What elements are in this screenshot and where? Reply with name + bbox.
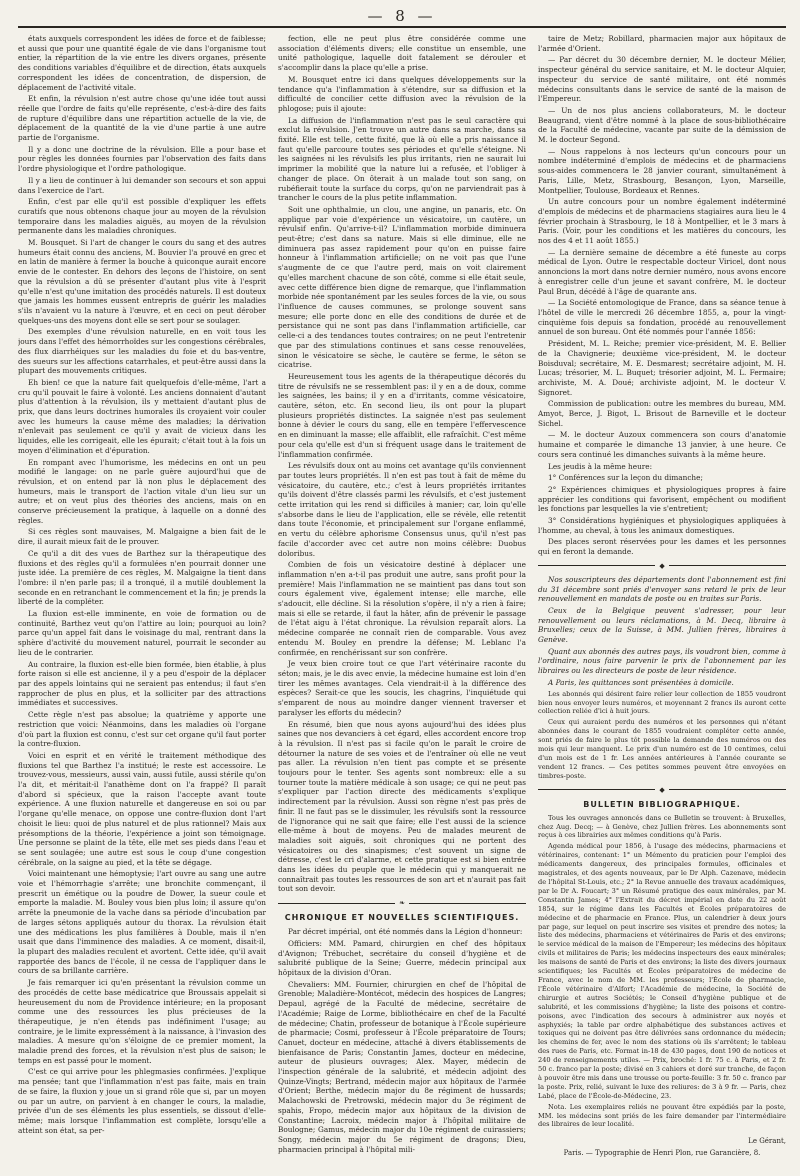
paragraph: M. Bousquet entre ici dans quelques développements sur la tendance qu'a l'inflammation à s'étendre, sur sa diffusion et la difficulté de concilier cette diffusion avec la révulsion de la phlogose; puis il ajoute: [278, 74, 526, 113]
printer-imprint: Paris. — Typographie de Henri Plon, rue Garancière, 8. [563, 1149, 761, 1158]
paragraph: Voici maintenant une hémoptysie; l'art ouvre au sang une autre voie et l'hémorrhagie s'arrête; une bronchite commençant, il prescrit un émétique ou la poudre de Dower, la sueur coule et emporte la maladie. M. Bouley vous bien plus loin; il assure qu'on arrête la pneumonie de la vache dans sa période d'incubation par de larges sétons appliqués autour du thorax. La révulsion était une des médications les plus familières à Double, mais il n'en usait que dans l'imminence des maladies. A ce moment, disait-il, la plupart des maladies reculent et avortent. Cette idée, qu'il avait rapportée des bancs de l'école, il ne cessa de l'appliquer dans le cours de sa brillante carrière. [18, 869, 266, 976]
column-2 [278, 34, 526, 1174]
paragraph: Nos souscripteurs des départements dont l'abonnement est fini du 31 décembre sont priés d'envoyer sans retard le prix de leur renouvellement en mandats de poste ou en traites sur Paris. [538, 574, 786, 604]
notice-separator: ◆ [538, 562, 786, 570]
column-1 [18, 34, 266, 1174]
section-separator [278, 899, 526, 907]
paragraph: Officiers: MM. Pamard, chirurgien en chef des hôpitaux d'Avignon; Trébuchet, secrétaire du conseil d'hygiène et de salubrité publique de la Seine; Guerre, médecin principal aux hôpitaux de la division d'Oran. [278, 938, 526, 977]
paragraph: Je fais remarquer ici qu'en présentant la révulsion comme un des procédés de cette base médicatrice que Broussais appelait si heureusement du nom de Providence intérieure; en la proposant comme une des ressources les plus précieuses de la thérapeutique, je n'en étends pas indéfiniment l'usage; au contraire, je le limite expressément à la naissance, à l'invasion des maladies. A mesure qu'on s'éloigne de ce premier moment, la maladie prend des forces, et la révulsion n'est plus de saison; le temps en est passé pour le moment. [18, 978, 266, 1065]
paragraph: Les jeudis à la même heure: [548, 461, 653, 471]
paragraph: Tous les ouvrages annoncés dans ce Bulletin se trouvent: à Bruxelles, chez Aug. Decq; — à Genève, chez Jullien frères. Les abonnements sont reçus à ces librairies aux mêmes conditions qu'à Paris. [538, 813, 786, 840]
paragraph: — La dernière semaine de décembre a été funeste au corps médical de Lyon. Outre le respectable docteur Viricel, dont nous annoncions la mort dans notre dernier numéro, nous avons encore à enregistrer celle d'un jeune et savant confrère, M. le docteur Paul Brun, décédé à l'âge de quarante ans. [538, 247, 786, 296]
paragraph: Ceux de la Belgique peuvent s'adresser, pour leur renouvellement ou leurs réclamations, à M. Decq, libraire à Bruxelles; ceux de la Suisse, à MM. Jullien frères, libraires à Genève. [538, 605, 786, 645]
paragraph: Il y a donc une doctrine de la révulsion. Elle a pour base et pour règles les données fournies par l'observation des faits dans l'ordre physiologique et l'ordre pathologique. [18, 144, 266, 174]
paragraph: — La Société entomologique de France, dans sa séance tenue à l'hôtel de ville le mercredi 26 décembre 1855, a, pour la vingt-cinquième fois depuis sa fondation, procédé au renouvellement annuel de son bureau. Ont été nommés pour l'année 1856: [538, 298, 786, 337]
paragraph: Si ces règles sont mauvaises, M. Malgaigne a bien fait de le dire, il aurait mieux fait de le prouver. [18, 527, 266, 547]
paragraph: — M. le docteur Auzoux commencera son cours d'anatomie humaine et comparée le dimanche 13 janvier, à une heure. Ce cours sera continué les dimanches suivants à la même heure. [538, 430, 786, 459]
paragraph: — Par décret du 30 décembre dernier, M. le docteur Mélier, inspecteur général du service sanitaire, et M. le docteur Alquier, inspecteur du service de santé militaire, ont été nommés médecins consultants dans le service de santé de la maison de l'Empereur. [538, 55, 786, 104]
paragraph: 2° Expériences chimiques et physiologiques propres à faire apprécier les conditions qui favorisent, empêchent ou modifient les fonctions par lesquelles la vie s'entretient; [538, 484, 786, 514]
gerant-signature: Le Gérant, [748, 1137, 786, 1146]
paragraph: En résumé, bien que nous ayons aujourd'hui des idées plus saines que nos devanciers à cet égard, elles accordent encore trop à la révulsion. Il n'est pas si facile qu'on le paraît le croire de détourner la nature de ses voies et de l'entraîner où elle ne veut pas aller. La révulsion n'en tient pas compte et se présente toujours pour le tenter. Ses agents sont nombreux: elle a su tourner toute la matière médicale à son usage; ce qui ne peut pas s'expliquer par l'action directe des médicaments s'explique indirectement par la révulsion. Aussi son règne n'est pas près de finir. Il ne faut pas se le dissimuler, les révulsifs sont la ressource de l'ignorance qui ne sait que faire; elle l'est aussi de la science elle-même à bout de moyens. Peu de malades meurent de maladies soit aiguës, soit chroniques qui ne portent des vésicatoires ou des sinapismes; c'est souvent un signe de détresse, c'est le cri d'alarme, et cette pratique est si bien entrée dans les idées du peuple que le médecin qui y manquerait ne connaîtrait pas toutes les ressources de son art et n'aurait pas fait tout son devoir. [278, 719, 526, 894]
paragraph: C'est ce qui arrive pour les phlegmasies confirmées. J'explique ma pensée; tant que l'inflammation n'est pas faite, mais en train de se faire, la fluxion y joue un si grand rôle que si, par un moyen ou par un autre, on parvient à en changer le cours, la maladie, privée d'un de ses éléments les plus essentiels, se dissout d'elle-même; mais lorsque l'inflammation est complète, lorsqu'elle a atteint son état, sa per- [18, 1067, 266, 1135]
paragraph: La diffusion de l'inflammation n'est pas le seul caractère qui exclut la révulsion. J'en trouve un autre dans sa marche, dans sa fixité. Elle est telle, cette fixité, que là où elle a pris naissance il faut qu'elle parcoure toutes ses périodes et qu'elle s'éteigne. Ni les saignées ni les révulsifs les plus irritants, rien ne saurait lui imprimer la mobilité que la nature lui a refusée, et l'obliger à changer de place. On ôterait à un malade tout son sang, on rubéfierait toute la surface du corps, qu'on ne parviendrait pas à trancher le cours de la plus petite inflammation. [278, 115, 526, 203]
columns [18, 34, 786, 1174]
paragraph: taire de Metz; Robillard, pharmacien major aux hôpitaux de l'armée d'Orient. [538, 34, 786, 53]
paragraph: Combien de fois un vésicatoire destiné à déplacer une inflammation n'en a-t-il pas produit une autre, sans profit pour la première! Mais l'inflammation ne se maintient pas dans tout son cours également vive, également intense; elle marche, elle s'adoucit, elle décline. Si la résolution s'opère, il n'y a rien à faire; mais si elle se retarde, il faut la hâter, afin de prévenir le passage de l'état aigu à l'état chronique. La révulsion reparaît alors. La médecine comparée ne connaît rien de comparable. Vous avez entendu M. Bouley en prendre la défense; M. Leblanc l'a confirmée, en renchérissant sur son confrère. [278, 560, 526, 657]
ornament: ❧ [399, 899, 405, 908]
paragraph: Ce qu'il a dit des vues de Barthez sur la thérapeutique des fluxions et des règles qu'il a formulées n'en pourrait donner une juste idée. La première de ces règles, M. Malgaigne la tient dans l'ombre: il n'en parle pas; il a tronqué, il a mutilé doublement la seconde en en retranchant le commencement et la fin; je prends la liberté de la compléter. [18, 548, 266, 607]
paragraph: — Un de nos plus anciens collaborateurs, M. le docteur Beaugrand, vient d'être nommé à la place de sous-bibliothécaire de la Faculté de médecine, vacante par suite de la démission de M. le docteur Segond. [538, 105, 786, 145]
paragraph: Chevaliers: MM. Fournier, chirurgien en chef de l'hôpital de Grenoble; Maladière-Montécot, médecin des hospices de Langres; Depaul, agrégé de la Faculté de médecine, secrétaire de l'Académie; Raige de Lorme, bibliothécaire en chef de la Faculté de médecine; Chatin, professeur de botanique à l'École supérieure de pharmacie; Cosmi, professeur à l'École préparatoire de Tours; Canuet, docteur en médecine, attaché à divers établissements de bienfaisance de Paris; Constantin James, docteur en médecine, auteur de plusieurs ouvrages; Alex. Mayer, médecin de l'inspection générale de la salubrité, et médecin adjoint des Quinze-Vingts; Bertrand, médecin major aux hôpitaux de l'armée d'Orient; Berthe, médecin major du 8e régiment de hussards; Malachowski de Pretrowski, médecin major du 3e régiment de spahis, Fropo, médecin major aux hôpitaux de la division de Constantine; Lacroix, médecin major à l'hôpital militaire de Boulogne; Gamus, médecin major du 10e régiment de cuirassiers; Songy, médecin major du 5e régiment de dragons; Dieu, pharmacien principal à l'hôpital mili- [278, 979, 526, 1154]
paragraph: Cette règle n'est pas absolue; la quatrième y apporte une restriction que voici: Néanmoins, dans les maladies où l'organe d'où part la fluxion est connu, c'est sur cet organe qu'il faut porter la contre-fluxion. [18, 710, 266, 749]
bulletin-text [538, 814, 786, 1130]
paragraph: En rompant avec l'humorisme, les médecins en ont un peu modifié le langage: on ne parle guère aujourd'hui que de révulsion, et on entend par là non plus le déplacement des humeurs, mais le transport de l'action vitale d'un lieu sur un autre; et on veut plus des théories des anciens, mais on en conserve précieusement la pratique, à laquelle on a donné des règles. [18, 457, 266, 525]
paragraph: Au contraire, la fluxion est-elle bien formée, bien établie, à plus forte raison si elle est ancienne, il y a peu d'espoir de la déplacer par des appels lointains qui ne seraient pas entendus; il faut s'en rapprocher de plus en plus, et la solliciter par des attractions immédiates et successives. [18, 659, 266, 708]
paragraph: Des places seront réservées pour les dames et les personnes qui en feront la demande. [538, 537, 786, 557]
paragraph: Commission de publication: outre les membres du bureau, MM. Amyot, Berce, J. Bigot, L. Brisout de Barneville et le docteur Sichel. [538, 399, 786, 428]
paragraph: Les révulsifs doux ont au moins cet avantage qu'ils conviennent par toutes leurs propriétés. Il n'en est pas tout à fait de même du vésicatoire, du cautère, etc.; c'est à leurs propriétés irritantes qu'ils doivent d'être classés parmi les révulsifs, et c'est justement cette irritation qui les rend si difficiles à manier; car, loin qu'elle s'absorbe dans le lieu de l'application, elle se révèle, elle retentit dans toute l'économie, et principalement sur l'organe enflammé, en vertu du célèbre aphorisme Consensus unus, qu'il n'est pas facile d'accorder avec cet autre non moins célèbre: Duobus doloribus. [278, 461, 526, 558]
column-3 [538, 34, 786, 1174]
paragraph: Par décret impérial, ont été nommés dans la Légion d'honneur: [288, 927, 523, 937]
paragraph: Quant aux abonnés des autres pays, ils voudront bien, comme à l'ordinaire, nous faire parvenir le prix de l'abonnement par les libraires ou les directeurs de poste de leur résidence. [538, 646, 786, 676]
column-3-text [538, 34, 786, 557]
paragraph: Et enfin, la révulsion n'est autre chose qu'une idée tout aussi réelle que l'ordre de faits qu'elle représente, c'est-à-dire des faits de rupture d'équilibre dans une répartition actuelle de la vie, de déplacement de la quantité de la vie d'une partie à une autre partie de l'organisme. [18, 94, 266, 143]
paragraph: Président, M. L. Reiche; premier vice-président, M. E. Bellier de la Chavignerie; deuxième vice-président, M. le docteur Boisduval; secrétaire, M. E. Desmarest; secrétaire adjoint, M. H. Lucas; trésorier, M. L. Buquet; trésorier adjoint, M. L. Fermaire; archiviste, M. A. Doué; archiviste adjoint, M. le docteur V. Signoret. [538, 339, 786, 397]
paragraph: Agenda médical pour 1856, à l'usage des médecins, pharmaciens et vétérinaires, contenant: 1° un Mémento du praticien pour l'emploi des médicaments dangereux, des principales formules, officinales et magistrales, et des agents nouveaux, par le Dr Alph. Cazenave, médecin de l'hôpital St-Louis, etc.; 2° la Revue annuelle des travaux académiques, par le Dr A. Foucart; 3° un Résumé pratique des eaux minérales, par M. Constantin James; 4° l'Extrait du décret impérial en date du 22 août 1854, sur le régime dans les Facultés et Écoles préparatoires de médecine et de pharmacie en France. Plus, un calendrier à deux jours par page, sur lequel on peut inscrire ses visites et prendre des notes; la liste des médecins, pharmaciens et vétérinaires de Paris et des environs; le service médical de la maison de l'Empereur; les médecins des hôpitaux civils et militaires de Paris; les médecins inspecteurs des eaux minérales; les maisons de santé de Paris et des environs; la liste des divers journaux scientifiques; les Facultés et Écoles préparatoires de médecine de France, avec le nom de MM. les professeurs; l'École de pharmacie, l'École vétérinaire d'Alfort; l'Académie de médecine, la Société de chirurgie et autres Sociétés; le Conseil d'hygiène publique et de salubrité, et les commissions d'hygiène; la liste des poisons et contre-poisons, avec l'indication des secours à administrer aux noyés et asphyxiés; la table par ordre alphabétique des substances actives et toxiques qui ne doivent pas être délivrées sans ordonnance du médecin; les chemins de fer, avec le nom des stations où ils s'arrêtent; le tableau des rues de Paris, etc. Format in-18 de 430 pages, dont 190 de notices et 240 de renseignements utiles. — Prix, broché: 1 fr. 75 c. à Paris, et 2 fr. 50 c. franco par la poste; divisé en 3 cahiers et doré sur tranche, de façon à pouvoir être mis dans une trousse ou porte-feuille: 3 fr. 50 c. franco par la poste. Prix, relié, suivant le luxe des reliures: de 3 à 9 fr. — Paris, chez Labé, place de l'École-de-Médecine, 23. [538, 842, 786, 1100]
bulletin-separator: ◆ [538, 786, 786, 794]
paragraph: Il y a lieu de continuer à lui demander son secours et son appui dans l'exercice de l'art. [18, 175, 266, 195]
binding-notice [538, 690, 786, 781]
paragraph: Les abonnés qui désirent faire relier leur collection de 1855 voudront bien nous envoyer leurs numéros, et moyennant 2 francs ils auront cette collection reliée d'ici à huit jours. [538, 689, 786, 716]
paragraph: Nota. Les exemplaires reliés ne pouvant être expédiés par la poste, MM. les médecins sont priés de les faire demander par l'intermédiaire des libraires de leur localité. [538, 1102, 786, 1129]
paragraph: 1° Conférences sur la leçon du dimanche; [548, 473, 703, 483]
section-title-chronique: CHRONIQUE ET NOUVELLES SCIENTIFIQUES. [284, 913, 520, 923]
column-2-text [278, 34, 526, 894]
paragraph: états auxquels correspondent les idées de force et de faiblesse; et aussi que pour une quantité égale de vie dans l'organisme tout entier, la répartition de la vie entre les divers organes, présente des conditions variables d'équilibre et de direction, états auxquels correspondent les idées de concentration, de dispersion, de déplacement de l'activité vitale. [18, 34, 266, 92]
paragraph: Ceux qui auraient perdu des numéros et les personnes qui n'étant abonnées dans le courant de 1855 voudraient compléter cette année, sont priés de faire le plus tôt possible la demande des numéros ou des mois qui leur manquent. Le prix d'un numéro est de 10 centimes, celui d'un mois est de 1 fr. Les années antérieures à l'année courante se vendent 12 francs. — Ces petites sommes peuvent être envoyées en timbres-poste. [538, 718, 786, 780]
paragraph: A Paris, les quittances sont présentées à domicile. [548, 677, 734, 687]
column-1-text [18, 34, 266, 1135]
paragraph: M. Bousquet. Si l'art de changer le cours du sang et des autres humeurs était connu des anciens, M. Bouvier l'a prouvé en grec et en latin de manière à fermer la bouche à quiconque aurait encore envie de le contester. En dehors des leçons de l'histoire, on sent que la révulsion a dû se présenter d'autant plus vite à l'esprit qu'elle n'est qu'une imitation des procédés naturels. Il est douteux que jamais les hommes eussent entrepris de guérir les maladies s'ils n'avaient vu la nature à l'œuvre, et en ceci on peut dérober quelques-uns des moyens dont elle se sert pour se soulager. [18, 238, 266, 325]
paragraph: Heureusement tous les agents de la thérapeutique décorés du titre de révulsifs ne se ressemblent pas: il y en a de doux, comme les saignées, les bains; il y en a d'irritants, comme vésicatoire, cautère, séton, etc. En second lieu, ils ont pour la plupart plusieurs propriétés distinctes. La saignée n'est pas seulement bonne à dévier le cours du sang, elle en tempère l'effervescence en en diminuant la masse; elle affaiblit, elle rafraîchit. C'est même pour cela qu'elle est d'un si fréquent usage dans le traitement de l'inflammation confirmée. [278, 371, 526, 459]
subscriber-notice [538, 575, 786, 688]
page-number: — 8 — [367, 7, 437, 25]
paragraph: La fluxion est-elle imminente, en voie de formation ou de continuité, Barthez veut qu'on l'attire au loin; pourquoi au loin? parce qu'un appel fait dans le voisinage du mal, rentrant dans la sphère d'activité du mouvement naturel, pourrait le seconder au lieu de le contrarier. [18, 609, 266, 657]
paragraph: Voici en esprit et en vérité le traitement méthodique des fluxions tel que Barthez l'a institué; le reste est accessoire. Le trouvez-vous, messieurs, aussi vain, aussi futile, aussi stérile qu'on l'a dit, et méritait-il l'anathème dont on l'a frappé? Il paraît d'abord si spécieux, que la raison l'accepte avant toute expérience. A une fluxion naturelle et dangereuse en soi ou par l'organe qu'elle menace, on oppose une contre-fluxion dont l'art choisit le lieu: quoi de plus naturel et de plus rationnel? Mais aux présomptions de la théorie, l'expérience a joint son témoignage. Une personne se plaint de la tête, elle met ses pieds dans l'eau et se sent soulagée; une autre est sous le coup d'une congestion cérébrale, on la saigne au pied, et la tête se dégage. [18, 750, 266, 867]
paragraph: fection, elle ne peut plus être considérée comme une association d'éléments divers; elle constitue un ensemble, une unité pathologique, laquelle doit fatalement se dérouler et s'accomplir dans la place qu'elle a prise. [278, 34, 526, 73]
chronique-text [278, 927, 526, 1154]
paragraph: Des exemples d'une révulsion naturelle, en en voit tous les jours dans l'effet des hémorrhoïdes sur les congestions cérébrales, des flux diarrhéiques sur les maladies du foie et du bas-ventre, des sueurs sur les affections catarrhales, et peut-être aussi dans la plupart des mouvements critiques. [18, 327, 266, 376]
paragraph: Je veux bien croire tout ce que l'art vétérinaire raconte du séton; mais, je le dis avec envie, la médecine humaine est loin d'en tirer les mêmes avantages. Cela viendrait-il à la différence des espèces? Serait-ce que les soucis, les chagrins, l'inquiétude qui s'emparent de nous au moindre danger viennent traverser et paralyser les efforts du médecin? [278, 659, 526, 717]
header-rule [18, 26, 786, 28]
section-title-bulletin: BULLETIN BIBLIOGRAPHIQUE. [583, 799, 741, 809]
paragraph: Un autre concours pour un nombre également indéterminé d'emplois de médecins et de pharmaciens stagiaires aura lieu le 4 février prochain à Strasbourg, le 18 à Montpellier, et le 3 mars à Paris. (Voir, pour les conditions et les matières du concours, les nos des 4 et 11 août 1855.) [538, 197, 786, 246]
paragraph: 3° Considérations hygiéniques et physiologiques appliquées à l'homme, au cheval, à tous les animaux domestiques. [538, 516, 786, 535]
paragraph: Enfin, c'est par elle qu'il est possible d'expliquer les effets curatifs que nous obtenons chaque jour au moyen de la révulsion temporaire dans les maladies aiguës, au moyen de la révulsion permanente dans les maladies chroniques. [18, 197, 266, 236]
paragraph: Soit une ophthalmie, un clou, une angine, un panaris, etc. On applique par voie d'expérience un vésicatoire, un cautère, un révulsif enfin. Qu'arrive-t-il? L'inflammation morbide diminuera peut-être; c'est dans sa nature. Mais si elle diminue, elle ne diminuera pas assez rapidement pour qu'on en puisse faire honneur à l'inflammation artificielle; on ne voit pas que l'une s'augmente de ce que l'autre perd, mais on voit clairement qu'elles marchent chacune de son côté, comme si elle était seule, avec cette différence bien digne de remarque, que l'inflammation morbide née spontanément par les seules forces de la vie, ou sous l'influence de causes communes, se prolonge souvent sans mesure; elle porte donc en elle des conditions de durée et de persistance qui ne sont pas dans l'inflammation artificielle, car celle-ci a des tendances toutes contraires; on ne peut l'entretenir que par des stimulations continues et sans cesse renouvelées, sinon le vésicatoire se sèche, le cautère se ferme, le séton se cicatrise. [278, 204, 526, 370]
paragraph: — Nous rappelons à nos lecteurs qu'un concours pour un nombre indéterminé d'emplois de médecins et de pharmaciens sous-aides commencera le 28 janvier courant, simultanément à Paris, Lille, Metz, Strasbourg, Besançon, Lyon, Marseille, Montpellier, Toulouse, Bordeaux et Rennes. [538, 146, 786, 195]
paragraph: Eh bien! ce que la nature fait quelquefois d'elle-même, l'art a cru qu'il pouvait le faire à volonté. Les anciens donnaient d'autant plus d'attention à la révulsion, ils y mettaient d'autant plus de prix, que dans leurs doctrines humorales ils croyaient voir couler avec les humeurs la cause même des maladies; la dérivation n'enlevait pas seulement ce qu'il y avait de vicieux dans les liquides, elle les corrigeait, elle les épurait; c'était tout à la fois un moyen d'élimination et d'épuration. [18, 377, 266, 455]
